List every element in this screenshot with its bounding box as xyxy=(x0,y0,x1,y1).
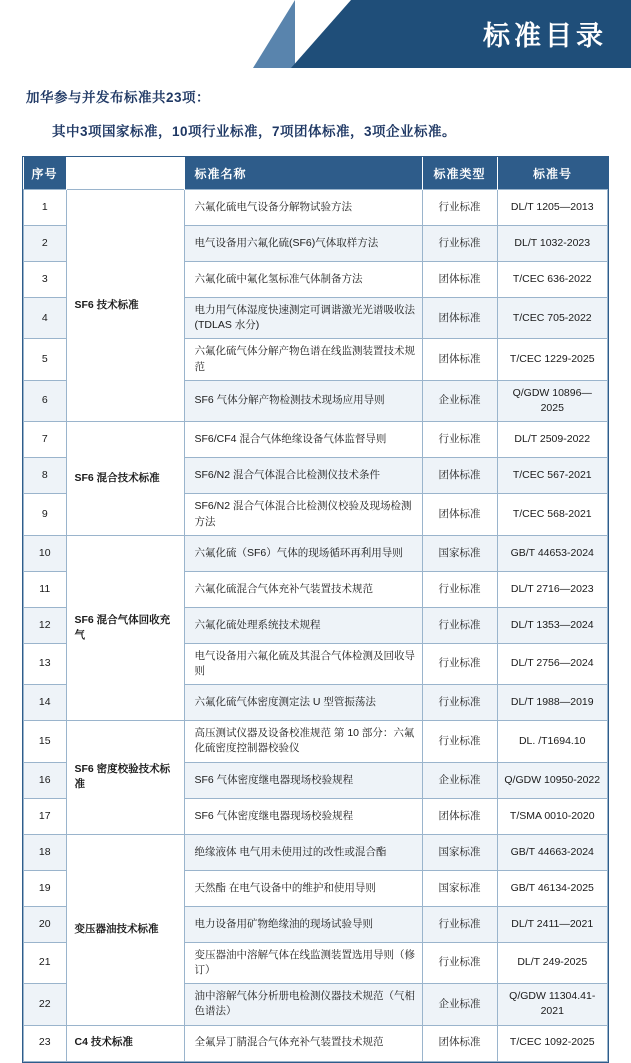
cell-category: SF6 混合气体回收充气 xyxy=(66,535,184,720)
cell-standard-number: Q/GDW 10950-2022 xyxy=(497,762,608,798)
cell-seq: 6 xyxy=(24,380,67,421)
cell-standard-name: 天然酯 在电气设备中的维护和使用导则 xyxy=(184,870,422,906)
cell-standard-type: 行业标准 xyxy=(422,685,497,721)
table-row xyxy=(24,190,608,226)
cell-standard-number: Q/GDW 10896—2025 xyxy=(497,380,608,421)
cell-seq: 9 xyxy=(24,494,67,535)
cell-standard-number: T/CEC 636-2022 xyxy=(497,262,608,298)
cell-standard-name: 高压测试仪器及设备校准规范 第 10 部分：六氟化硫密度控制器校验仪 xyxy=(184,721,422,762)
cell-standard-type: 企业标准 xyxy=(422,380,497,421)
cell-standard-number: T/CEC 568-2021 xyxy=(497,494,608,535)
cell-standard-number: DL/T 1353—2024 xyxy=(497,607,608,643)
page-title: 标准目录 xyxy=(483,21,607,51)
cell-seq: 15 xyxy=(24,721,67,762)
cell-standard-name: SF6 气体分解产物检测技术现场应用导则 xyxy=(184,380,422,421)
cell-standard-type: 行业标准 xyxy=(422,906,497,942)
cell-category: 变压器油技术标准 xyxy=(66,834,184,1025)
cell-seq: 22 xyxy=(24,984,67,1025)
cell-standard-number: DL/T 1988—2019 xyxy=(497,685,608,721)
cell-standard-number: DL. /T1694.10 xyxy=(497,721,608,762)
cell-standard-number: T/CEC 1229-2025 xyxy=(497,339,608,380)
cell-seq: 7 xyxy=(24,422,67,458)
table-row xyxy=(24,721,608,762)
cell-standard-type: 行业标准 xyxy=(422,721,497,762)
cell-seq: 13 xyxy=(24,643,67,684)
cell-seq: 21 xyxy=(24,942,67,983)
table-header xyxy=(24,157,608,190)
cell-standard-name: 六氟化硫气体分解产物色谱在线监测装置技术规范 xyxy=(184,339,422,380)
banner-slant-shape xyxy=(291,0,351,68)
cell-standard-name: 六氟化硫处理系统技术规程 xyxy=(184,607,422,643)
cell-standard-type: 行业标准 xyxy=(422,643,497,684)
cell-standard-name: 六氟化硫（SF6）气体的现场循环再利用导则 xyxy=(184,535,422,571)
cell-standard-name: 绝缘液体 电气用未使用过的改性或混合酯 xyxy=(184,834,422,870)
cell-standard-name: 电气设备用六氟化硫及其混合气体检测及回收导则 xyxy=(184,643,422,684)
cell-seq: 5 xyxy=(24,339,67,380)
cell-standard-name: 电气设备用六氟化硫(SF6)气体取样方法 xyxy=(184,226,422,262)
cell-standard-type: 企业标准 xyxy=(422,762,497,798)
cell-standard-number: T/CEC 705-2022 xyxy=(497,298,608,339)
cell-standard-type: 国家标准 xyxy=(422,870,497,906)
cell-seq: 23 xyxy=(24,1025,67,1061)
cell-category: SF6 技术标准 xyxy=(66,190,184,422)
cell-seq: 12 xyxy=(24,607,67,643)
cell-standard-name: 全氟异丁腈混合气体充补气装置技术规范 xyxy=(184,1025,422,1061)
cell-standard-name: 电力用气体湿度快速测定可调谐激光光谱吸收法 (TDLAS 水分) xyxy=(184,298,422,339)
table-body xyxy=(24,190,608,1062)
cell-seq: 16 xyxy=(24,762,67,798)
intro-line-2: 其中3项国家标准，10项行业标准，7项团体标准，3项企业标准。 xyxy=(52,124,457,139)
table-row xyxy=(24,535,608,571)
standards-table-wrapper xyxy=(22,156,609,1063)
cell-seq: 10 xyxy=(24,535,67,571)
cell-standard-type: 国家标准 xyxy=(422,834,497,870)
cell-standard-name: 油中溶解气体分析册电检测仪器技术规范（气相色谱法） xyxy=(184,984,422,1025)
cell-standard-name: 六氟化硫电气设备分解物试验方法 xyxy=(184,190,422,226)
cell-seq: 18 xyxy=(24,834,67,870)
column-header-seq: 序号 xyxy=(24,157,67,190)
cell-standard-name: 电力设备用矿物绝缘油的现场试验导则 xyxy=(184,906,422,942)
table-row xyxy=(24,1025,608,1061)
cell-standard-name: 变压器油中溶解气体在线监测装置选用导则（修订） xyxy=(184,942,422,983)
cell-standard-name: 六氟化硫中氟化氢标准气体制备方法 xyxy=(184,262,422,298)
cell-standard-type: 团体标准 xyxy=(422,494,497,535)
cell-standard-number: GB/T 44653-2024 xyxy=(497,535,608,571)
cell-standard-type: 团体标准 xyxy=(422,339,497,380)
cell-standard-type: 行业标准 xyxy=(422,422,497,458)
cell-seq: 11 xyxy=(24,571,67,607)
standards-table xyxy=(23,157,608,1062)
cell-standard-number: DL/T 2756—2024 xyxy=(497,643,608,684)
cell-seq: 20 xyxy=(24,906,67,942)
cell-standard-type: 企业标准 xyxy=(422,984,497,1025)
table-header-row xyxy=(24,157,608,190)
cell-standard-number: DL/T 2716—2023 xyxy=(497,571,608,607)
cell-standard-name: SF6/CF4 混合气体绝缘设备气体监督导则 xyxy=(184,422,422,458)
cell-category: SF6 混合技术标准 xyxy=(66,422,184,535)
cell-standard-type: 团体标准 xyxy=(422,458,497,494)
cell-seq: 2 xyxy=(24,226,67,262)
table-row xyxy=(24,422,608,458)
cell-standard-number: Q/GDW 11304.41-2021 xyxy=(497,984,608,1025)
cell-standard-number: GB/T 44663-2024 xyxy=(497,834,608,870)
cell-category: SF6 密度校验技术标准 xyxy=(66,721,184,834)
cell-standard-number: GB/T 46134-2025 xyxy=(497,870,608,906)
cell-seq: 4 xyxy=(24,298,67,339)
table-row xyxy=(24,834,608,870)
column-header-category xyxy=(66,157,184,190)
cell-seq: 3 xyxy=(24,262,67,298)
cell-standard-name: SF6 气体密度继电器现场校验规程 xyxy=(184,798,422,834)
cell-standard-number: DL/T 249-2025 xyxy=(497,942,608,983)
cell-standard-number: DL/T 2411—2021 xyxy=(497,906,608,942)
cell-standard-type: 行业标准 xyxy=(422,607,497,643)
column-header-type: 标准类型 xyxy=(422,157,497,190)
cell-standard-name: SF6/N2 混合气体混合比检测仪技术条件 xyxy=(184,458,422,494)
cell-standard-name: 六氟化硫气体密度测定法 U 型管振荡法 xyxy=(184,685,422,721)
column-header-name: 标准名称 xyxy=(184,157,422,190)
cell-standard-type: 团体标准 xyxy=(422,298,497,339)
cell-standard-type: 团体标准 xyxy=(422,262,497,298)
cell-standard-type: 团体标准 xyxy=(422,1025,497,1061)
cell-standard-number: DL/T 2509-2022 xyxy=(497,422,608,458)
cell-standard-type: 国家标准 xyxy=(422,535,497,571)
cell-standard-type: 团体标准 xyxy=(422,798,497,834)
cell-standard-number: DL/T 1205—2013 xyxy=(497,190,608,226)
cell-standard-type: 行业标准 xyxy=(422,190,497,226)
column-header-number: 标准号 xyxy=(497,157,608,190)
cell-standard-type: 行业标准 xyxy=(422,571,497,607)
cell-seq: 17 xyxy=(24,798,67,834)
cell-category: C4 技术标准 xyxy=(66,1025,184,1061)
banner-accent-shape xyxy=(253,0,295,68)
intro-line-1: 加华参与并发布标准共23项： xyxy=(26,90,211,105)
cell-standard-number: T/SMA 0010-2020 xyxy=(497,798,608,834)
cell-seq: 8 xyxy=(24,458,67,494)
cell-standard-name: 六氟化硫混合气体充补气装置技术规范 xyxy=(184,571,422,607)
cell-seq: 14 xyxy=(24,685,67,721)
cell-standard-name: SF6/N2 混合气体混合比检测仪校验及现场检测方法 xyxy=(184,494,422,535)
cell-standard-type: 行业标准 xyxy=(422,226,497,262)
cell-standard-type: 行业标准 xyxy=(422,942,497,983)
cell-standard-name: SF6 气体密度继电器现场校验规程 xyxy=(184,762,422,798)
header-banner xyxy=(0,0,631,68)
cell-seq: 1 xyxy=(24,190,67,226)
cell-standard-number: T/CEC 1092-2025 xyxy=(497,1025,608,1061)
cell-standard-number: DL/T 1032-2023 xyxy=(497,226,608,262)
cell-seq: 19 xyxy=(24,870,67,906)
cell-standard-number: T/CEC 567-2021 xyxy=(497,458,608,494)
